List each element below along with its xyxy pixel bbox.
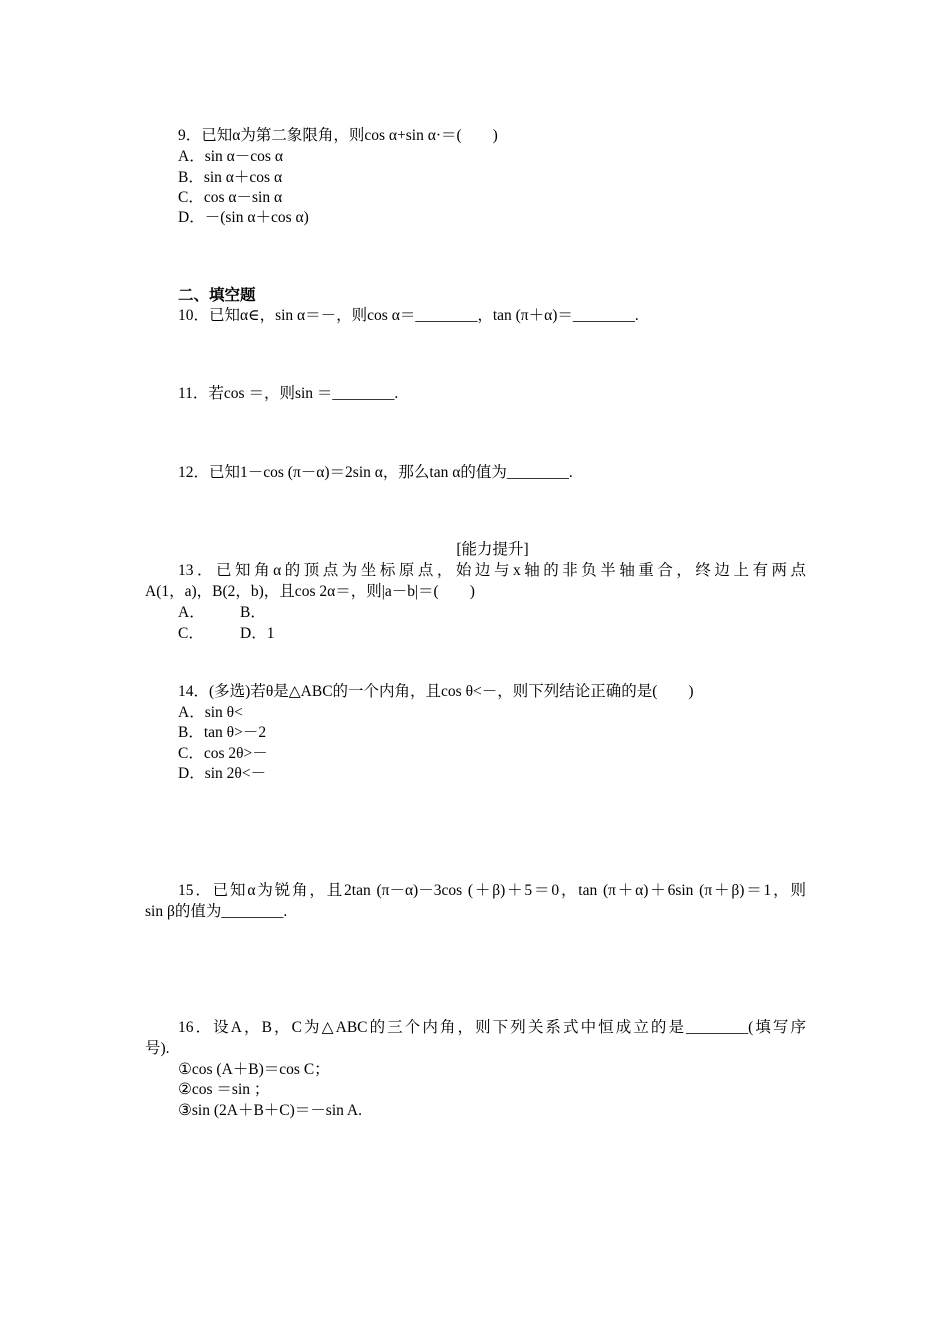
question-11: 11．若cos ＝，则sin ＝________. bbox=[178, 385, 399, 402]
question-13-stem-line1: 13．已知角α的顶点为坐标原点，始边与x轴的非负半轴重合，终边上有两点 bbox=[178, 562, 806, 579]
question-16-line1: 16．设A，B，C为△ABC的三个内角，则下列关系式中恒成立的是________(填写序 bbox=[178, 1019, 806, 1036]
question-12: 12．已知1－cos (π－α)＝2sin α，那么tan α的值为________. bbox=[178, 464, 573, 481]
question-15-line2: sin β的值为________. bbox=[145, 903, 288, 920]
question-13-option-d: D．1 bbox=[240, 625, 275, 642]
question-14-option-d: D．sin 2θ<－ bbox=[178, 765, 267, 782]
question-14-stem: 14．(多选)若θ是△ABC的一个内角，且cos θ<－，则下列结论正确的是( ) bbox=[178, 683, 694, 700]
question-15-line1: 15．已知α为锐角，且2tan (π－α)－3cos (＋β)＋5＝0，tan (π＋α)＋6sin (π＋β)＝1，则 bbox=[178, 882, 806, 899]
question-13-option-a: A． bbox=[178, 604, 205, 621]
question-9-option-c: C．cos α－sin α bbox=[178, 189, 283, 206]
question-9-option-a: A．sin α－cos α bbox=[178, 148, 283, 165]
question-16-line2: 号). bbox=[145, 1040, 170, 1057]
question-14-option-b: B．tan θ>－2 bbox=[178, 724, 267, 741]
question-16-item-3: ③sin (2A＋B＋C)＝－sin A. bbox=[178, 1102, 362, 1119]
question-14-option-c: C．cos 2θ>－ bbox=[178, 745, 268, 762]
question-16-item-2: ②cos ＝sin ； bbox=[178, 1081, 270, 1098]
section-fill-in-title: 二、填空题 bbox=[178, 287, 256, 304]
question-10: 10．已知α∈，sin α＝－，则cos α＝________，tan (π＋α)＝________. bbox=[178, 307, 639, 324]
question-9-option-b: B．sin α＋cos α bbox=[178, 169, 283, 186]
question-13-option-c: C． bbox=[178, 625, 204, 642]
question-16-item-1: ①cos (A＋B)＝cos C； bbox=[178, 1061, 330, 1078]
question-13-option-b: B． bbox=[240, 604, 266, 621]
section-ability-title: [能力提升] bbox=[456, 541, 529, 558]
question-13-stem-line2: A(1，a)，B(2，b)，且cos 2α＝，则|a－b|＝( ) bbox=[145, 583, 475, 600]
question-9-stem: 9．已知α为第二象限角，则cos α+sin α·＝( ) bbox=[178, 127, 498, 144]
question-9-option-d: D．－(sin α＋cos α) bbox=[178, 209, 309, 226]
question-14-option-a: A．sin θ< bbox=[178, 704, 243, 721]
